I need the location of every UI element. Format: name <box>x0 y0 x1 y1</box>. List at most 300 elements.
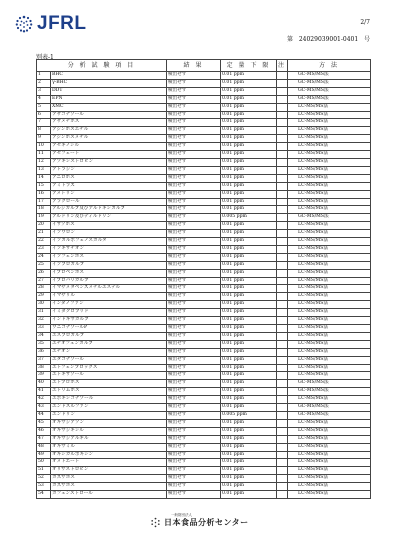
table-row <box>37 166 371 174</box>
method-value: LC-MS/MS法 <box>288 459 371 467</box>
note-value <box>277 151 288 159</box>
lower-limit-value: 0.01 ppm <box>221 79 277 87</box>
result-value: 検出せず <box>167 451 221 459</box>
result-value: 検出せず <box>167 111 221 119</box>
note-value <box>277 419 288 427</box>
row-number: 40 <box>37 380 51 388</box>
analysis-item: イソウロン <box>51 230 167 238</box>
method-value: LC-MS/MS法 <box>288 332 371 340</box>
analysis-item: アトラジン <box>51 166 167 174</box>
note-value <box>277 253 288 261</box>
table-row <box>37 325 371 333</box>
method-value: LC-MS/MS法 <box>288 491 371 499</box>
row-number: 14 <box>37 174 51 182</box>
table-body <box>37 72 371 499</box>
method-value: LC-MS/MS法 <box>288 475 371 483</box>
note-value <box>277 79 288 87</box>
method-value: LC-MS/MS法 <box>288 443 371 451</box>
analysis-item: カズサホス <box>51 483 167 491</box>
table-row <box>37 222 371 230</box>
lower-limit-value: 0.01 ppm <box>221 158 277 166</box>
analysis-item: オキサジアゾン <box>51 419 167 427</box>
note-value <box>277 72 288 80</box>
lower-limit-value: 0.01 ppm <box>221 459 277 467</box>
row-number: 47 <box>37 435 51 443</box>
lower-limit-value: 0.01 ppm <box>221 238 277 246</box>
row-number: 3 <box>37 87 51 95</box>
lower-limit-value: 0.01 ppm <box>221 119 277 127</box>
table-row <box>37 238 371 246</box>
row-number: 23 <box>37 245 51 253</box>
method-value: LC-MS/MS法 <box>288 103 371 111</box>
lower-limit-value: 0.01 ppm <box>221 340 277 348</box>
table-row <box>37 135 371 143</box>
note-value <box>277 325 288 333</box>
result-value: 検出せず <box>167 72 221 80</box>
result-value: 検出せず <box>167 158 221 166</box>
row-number: 37 <box>37 356 51 364</box>
table-row <box>37 475 371 483</box>
result-value: 検出せず <box>167 435 221 443</box>
table-row <box>37 443 371 451</box>
result-value: 検出せず <box>167 348 221 356</box>
table-row <box>37 427 371 435</box>
row-number: 39 <box>37 372 51 380</box>
result-value: 検出せず <box>167 293 221 301</box>
analysis-item: インダノファン <box>51 301 167 309</box>
note-value <box>277 483 288 491</box>
row-number: 24 <box>37 253 51 261</box>
table-row <box>37 103 371 111</box>
analysis-item: アミトラズ <box>51 182 167 190</box>
table-row <box>37 483 371 491</box>
analysis-item: アジンホスメチル <box>51 135 167 143</box>
result-value: 検出せず <box>167 419 221 427</box>
analysis-item: アザメチホス <box>51 119 167 127</box>
method-value: LC-MS/MS法 <box>288 372 371 380</box>
table-row <box>37 404 371 412</box>
row-number: 20 <box>37 222 51 230</box>
lower-limit-value: 0.01 ppm <box>221 190 277 198</box>
logo-mark-icon <box>14 14 34 34</box>
note-value <box>277 404 288 412</box>
header-lower-limit: 定 量 下 限 <box>221 60 277 72</box>
method-value: LC-MS/MS法 <box>288 451 371 459</box>
table-row <box>37 198 371 206</box>
method-value: LC-MS/MS法 <box>288 364 371 372</box>
lower-limit-value: 0.01 ppm <box>221 404 277 412</box>
lower-limit-value: 0.01 ppm <box>221 269 277 277</box>
note-value <box>277 451 288 459</box>
note-value <box>277 372 288 380</box>
table-row <box>37 182 371 190</box>
row-number: 30 <box>37 301 51 309</box>
report-number: 24029039001-0401 <box>298 36 359 43</box>
lower-limit-value: 0.01 ppm <box>221 253 277 261</box>
lower-limit-value: 0.01 ppm <box>221 245 277 253</box>
footer-logo <box>150 517 249 528</box>
note-value <box>277 348 288 356</box>
table-row <box>37 301 371 309</box>
table-row <box>37 491 371 499</box>
method-value: GC-MS/MS法 <box>288 72 371 80</box>
method-value: LC-MS/MS法 <box>288 151 371 159</box>
result-value: 検出せず <box>167 103 221 111</box>
lower-limit-value: 0.01 ppm <box>221 166 277 174</box>
method-value: LC-MS/MS法 <box>288 253 371 261</box>
note-value <box>277 214 288 222</box>
result-value: 検出せず <box>167 285 221 293</box>
lower-limit-value: 0.01 ppm <box>221 206 277 214</box>
lower-limit-value: 0.01 ppm <box>221 103 277 111</box>
method-value: LC-MS/MS法 <box>288 206 371 214</box>
note-value <box>277 459 288 467</box>
result-value: 検出せず <box>167 253 221 261</box>
table-row <box>37 190 371 198</box>
lower-limit-value: 0.01 ppm <box>221 277 277 285</box>
table-row <box>37 340 371 348</box>
note-value <box>277 198 288 206</box>
note-value <box>277 467 288 475</box>
lower-limit-value: 0.01 ppm <box>221 151 277 159</box>
lower-limit-value: 0.01 ppm <box>221 396 277 404</box>
analysis-item: エチオフェンカルブ <box>51 340 167 348</box>
table-row <box>37 419 371 427</box>
report-number-line <box>287 34 370 43</box>
note-value <box>277 332 288 340</box>
analysis-item: カズサホス <box>51 475 167 483</box>
row-number: 21 <box>37 230 51 238</box>
analysis-item: エンドリン <box>51 411 167 419</box>
lower-limit-value: 0.01 ppm <box>221 182 277 190</box>
note-value <box>277 127 288 135</box>
result-value: 検出せず <box>167 261 221 269</box>
analysis-item: XMC <box>51 103 167 111</box>
header-method: 方 法 <box>288 60 371 72</box>
analysis-item: イミダクロプリド <box>51 309 167 317</box>
lower-limit-value: 0.01 ppm <box>221 427 277 435</box>
note-value <box>277 222 288 230</box>
row-number: 42 <box>37 396 51 404</box>
note-value <box>277 269 288 277</box>
row-number: 46 <box>37 427 51 435</box>
analysis-item: エスプロカルブ <box>51 332 167 340</box>
analysis-item: エトフェンプロックス <box>51 364 167 372</box>
lower-limit-value: 0.01 ppm <box>221 435 277 443</box>
method-value: LC-MS/MS法 <box>288 356 371 364</box>
row-number: 15 <box>37 182 51 190</box>
row-number: 45 <box>37 419 51 427</box>
table-row <box>37 269 371 277</box>
result-value: 検出せず <box>167 332 221 340</box>
row-number: 16 <box>37 190 51 198</box>
method-value: LC-MS/MS法 <box>288 174 371 182</box>
header-analysis-item: 分 析 試 験 項 目 <box>37 60 167 72</box>
result-value: 検出せず <box>167 87 221 95</box>
lower-limit-value: 0.01 ppm <box>221 380 277 388</box>
note-value <box>277 119 288 127</box>
analysis-item: アルジカルブ及びアルドキシカルブ <box>51 206 167 214</box>
method-value: GC-MS/MS法 <box>288 95 371 103</box>
lower-limit-value: 0.01 ppm <box>221 174 277 182</box>
table-row <box>37 459 371 467</box>
table-row <box>37 230 371 238</box>
analysis-item: アルドリン及びディルドリン <box>51 214 167 222</box>
lower-limit-value: 0.01 ppm <box>221 332 277 340</box>
table-header-row <box>37 60 371 72</box>
result-value: 検出せず <box>167 467 221 475</box>
method-value: LC-MS/MS法 <box>288 467 371 475</box>
analysis-item: アジンホスエチル <box>51 127 167 135</box>
analysis-item: BHC <box>51 72 167 80</box>
note-value <box>277 356 288 364</box>
method-value: LC-MS/MS法 <box>288 127 371 135</box>
method-value: GC-MS/MS法 <box>288 404 371 412</box>
result-value: 検出せず <box>167 174 221 182</box>
analysis-item: オキサジキシル <box>51 427 167 435</box>
method-value: LC-MS/MS法 <box>288 396 371 404</box>
note-value <box>277 190 288 198</box>
lower-limit-value: 0.01 ppm <box>221 443 277 451</box>
lower-limit-value: 0.01 ppm <box>221 451 277 459</box>
analysis-item: エポキシコナゾール <box>51 396 167 404</box>
row-number: 11 <box>37 151 51 159</box>
table-row <box>37 348 371 356</box>
method-value: LC-MS/MS法 <box>288 325 371 333</box>
row-number: 22 <box>37 238 51 246</box>
lower-limit-value: 0.01 ppm <box>221 135 277 143</box>
lower-limit-value: 0.01 ppm <box>221 285 277 293</box>
analysis-item: カフェンストロール <box>51 491 167 499</box>
table-row <box>37 119 371 127</box>
lower-limit-value: 0.01 ppm <box>221 491 277 499</box>
result-value: 検出せず <box>167 459 221 467</box>
method-value: LC-MS/MS法 <box>288 119 371 127</box>
row-number: 9 <box>37 135 51 143</box>
row-number: 31 <box>37 309 51 317</box>
note-value <box>277 340 288 348</box>
analysis-item: イマザメタベンズメチルエステル <box>51 285 167 293</box>
table-row <box>37 158 371 166</box>
row-number: 27 <box>37 277 51 285</box>
result-value: 検出せず <box>167 443 221 451</box>
analysis-item: エンドスルファン <box>51 404 167 412</box>
lower-limit-value: 0.01 ppm <box>221 356 277 364</box>
note-value <box>277 293 288 301</box>
report-suffix: 号 <box>363 36 370 43</box>
lower-limit-value: 0.005 ppm <box>221 214 277 222</box>
jfrl-logo <box>14 13 87 35</box>
table-row <box>37 293 371 301</box>
note-value <box>277 427 288 435</box>
lower-limit-value: 0.01 ppm <box>221 348 277 356</box>
note-value <box>277 475 288 483</box>
method-value: LC-MS/MS法 <box>288 238 371 246</box>
table-row <box>37 317 371 325</box>
analysis-item: イマザリル <box>51 293 167 301</box>
row-number: 49 <box>37 451 51 459</box>
note-value <box>277 111 288 119</box>
row-number: 4 <box>37 95 51 103</box>
analysis-item: オリサストロビン <box>51 467 167 475</box>
lower-limit-value: 0.01 ppm <box>221 143 277 151</box>
analysis-item: インドキサカルブ <box>51 317 167 325</box>
header-result: 結 果 <box>167 60 221 72</box>
row-number: 35 <box>37 340 51 348</box>
table-row <box>37 72 371 80</box>
method-value: LC-MS/MS法 <box>288 340 371 348</box>
table-row <box>37 111 371 119</box>
analysis-item: アセフェート <box>51 151 167 159</box>
lower-limit-value: 0.01 ppm <box>221 293 277 301</box>
note-value <box>277 158 288 166</box>
result-value: 検出せず <box>167 143 221 151</box>
row-number: 1 <box>37 72 51 80</box>
row-number: 5 <box>37 103 51 111</box>
result-value: 検出せず <box>167 356 221 364</box>
result-value: 検出せず <box>167 317 221 325</box>
lower-limit-value: 0.005 ppm <box>221 411 277 419</box>
analysis-item: ウニコナゾールP <box>51 325 167 333</box>
method-value: LC-MS/MS法 <box>288 293 371 301</box>
method-value: LC-MS/MS法 <box>288 222 371 230</box>
method-value: LC-MS/MS法 <box>288 230 371 238</box>
lower-limit-value: 0.01 ppm <box>221 317 277 325</box>
analysis-item: アゾキシストロビン <box>51 158 167 166</box>
analysis-item: オキサジアルギル <box>51 435 167 443</box>
result-value: 検出せず <box>167 340 221 348</box>
note-value <box>277 95 288 103</box>
method-value: LC-MS/MS法 <box>288 348 371 356</box>
table-row <box>37 396 371 404</box>
result-value: 検出せず <box>167 182 221 190</box>
result-value: 検出せず <box>167 95 221 103</box>
row-number: 38 <box>37 364 51 372</box>
analysis-item: EPN <box>51 95 167 103</box>
method-value: LC-MS/MS法 <box>288 317 371 325</box>
note-value <box>277 277 288 285</box>
result-value: 検出せず <box>167 214 221 222</box>
lower-limit-value: 0.01 ppm <box>221 483 277 491</box>
lower-limit-value: 0.01 ppm <box>221 301 277 309</box>
table-row <box>37 95 371 103</box>
table-row <box>37 467 371 475</box>
method-value: LC-MS/MS法 <box>288 309 371 317</box>
row-number: 2 <box>37 79 51 87</box>
row-number: 10 <box>37 143 51 151</box>
result-value: 検出せず <box>167 427 221 435</box>
method-value: LC-MS/MS法 <box>288 277 371 285</box>
result-value: 検出せず <box>167 166 221 174</box>
method-value: LC-MS/MS法 <box>288 166 371 174</box>
result-value: 検出せず <box>167 119 221 127</box>
lower-limit-value: 0.01 ppm <box>221 111 277 119</box>
method-value: LC-MS/MS法 <box>288 158 371 166</box>
note-value <box>277 301 288 309</box>
result-value: 検出せず <box>167 380 221 388</box>
lower-limit-value: 0.01 ppm <box>221 372 277 380</box>
result-value: 検出せず <box>167 245 221 253</box>
note-value <box>277 245 288 253</box>
result-value: 検出せず <box>167 483 221 491</box>
table-row <box>37 451 371 459</box>
note-value <box>277 238 288 246</box>
result-value: 検出せず <box>167 269 221 277</box>
analysis-item: オメトエート <box>51 459 167 467</box>
result-value: 検出せず <box>167 198 221 206</box>
row-number: 32 <box>37 317 51 325</box>
method-value: GC-MS/MS法 <box>288 411 371 419</box>
row-number: 50 <box>37 459 51 467</box>
row-number: 34 <box>37 332 51 340</box>
table-row <box>37 388 371 396</box>
table-row <box>37 356 371 364</box>
table-row <box>37 87 371 95</box>
lower-limit-value: 0.01 ppm <box>221 222 277 230</box>
footer-organization-name: 日本食品分析センター <box>164 517 249 527</box>
lower-limit-value: 0.01 ppm <box>221 364 277 372</box>
analysis-item: DDT <box>51 87 167 95</box>
note-value <box>277 309 288 317</box>
lower-limit-value: 0.01 ppm <box>221 198 277 206</box>
method-value: LC-MS/MS法 <box>288 427 371 435</box>
table-row <box>37 174 371 182</box>
lower-limit-value: 0.01 ppm <box>221 72 277 80</box>
analysis-item: オキサミル <box>51 443 167 451</box>
note-value <box>277 285 288 293</box>
row-number: 51 <box>37 467 51 475</box>
result-value: 検出せず <box>167 151 221 159</box>
note-value <box>277 396 288 404</box>
result-value: 検出せず <box>167 230 221 238</box>
result-value: 検出せず <box>167 190 221 198</box>
result-value: 検出せず <box>167 309 221 317</box>
analysis-item: エトリムホス <box>51 388 167 396</box>
result-value: 検出せず <box>167 372 221 380</box>
analysis-item: エタコナゾール <box>51 356 167 364</box>
row-number: 13 <box>37 166 51 174</box>
method-value: LC-MS/MS法 <box>288 483 371 491</box>
note-value <box>277 435 288 443</box>
method-value: LC-MS/MS法 <box>288 111 371 119</box>
result-value: 検出せず <box>167 388 221 396</box>
table-row <box>37 214 371 222</box>
result-value: 検出せず <box>167 222 221 230</box>
method-value: GC-MS/MS法 <box>288 87 371 95</box>
note-value <box>277 103 288 111</box>
result-value: 検出せず <box>167 491 221 499</box>
note-value <box>277 317 288 325</box>
lower-limit-value: 0.01 ppm <box>221 230 277 238</box>
lower-limit-value: 0.01 ppm <box>221 127 277 135</box>
row-number: 6 <box>37 111 51 119</box>
row-number: 26 <box>37 269 51 277</box>
row-number: 41 <box>37 388 51 396</box>
table-row <box>37 435 371 443</box>
table-row <box>37 285 371 293</box>
table-row <box>37 364 371 372</box>
analysis-item: イソキサチオン <box>51 245 167 253</box>
analysis-item: γ-BHC <box>51 79 167 87</box>
lower-limit-value: 0.01 ppm <box>221 261 277 269</box>
analysis-item: イサゾホス <box>51 222 167 230</box>
note-value <box>277 443 288 451</box>
row-number: 54 <box>37 491 51 499</box>
table-row <box>37 309 371 317</box>
result-value: 検出せず <box>167 277 221 285</box>
lower-limit-value: 0.01 ppm <box>221 475 277 483</box>
method-value: LC-MS/MS法 <box>288 198 371 206</box>
